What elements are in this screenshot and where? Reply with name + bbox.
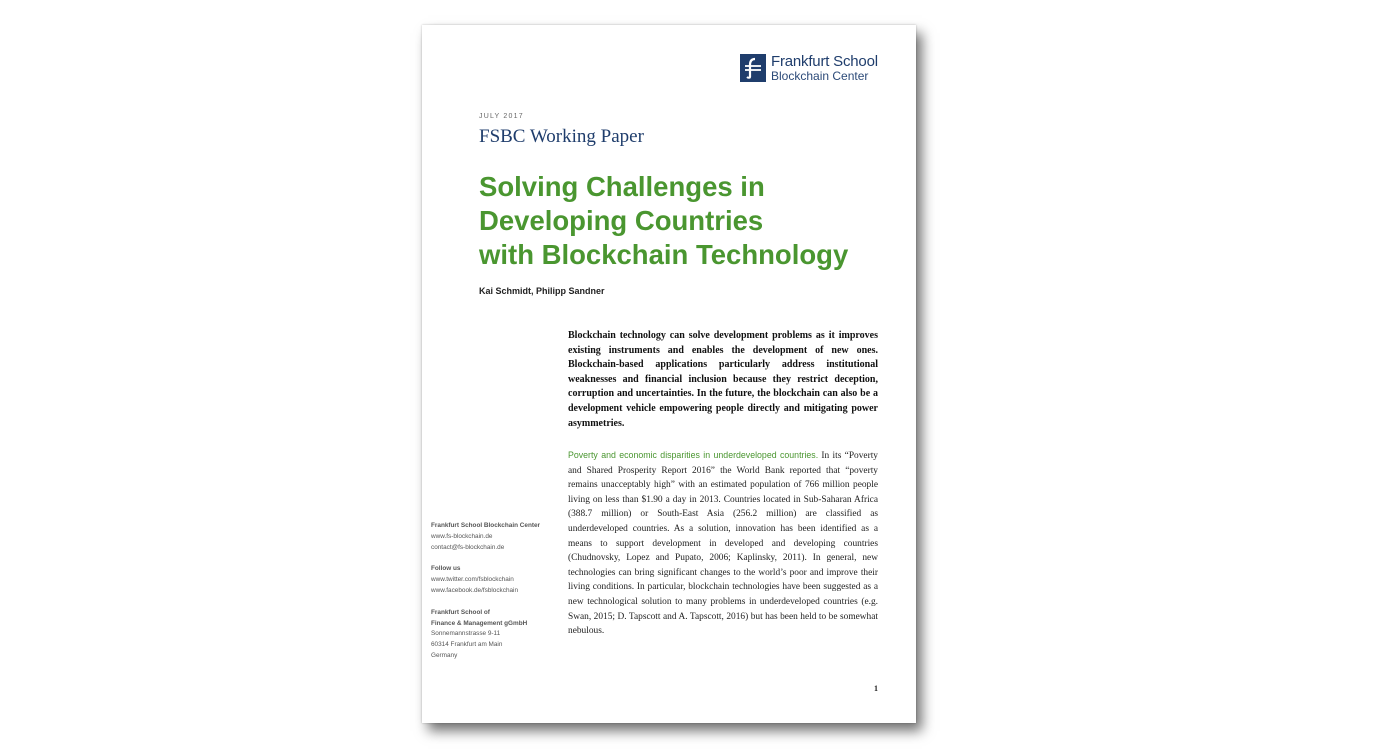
sidebar-address-org-1: Frankfurt School of [431, 608, 490, 616]
logo-text [771, 54, 878, 82]
publication-date: JULY 2017 [479, 113, 524, 120]
sidebar-street: Sonnemannstrasse 9-11 [431, 630, 501, 638]
paper-title [479, 170, 899, 272]
sidebar-city: 60314 Frankfurt am Main [431, 641, 503, 649]
title-line-1: Solving Challenges in [479, 171, 765, 202]
page-number: 1 [874, 684, 878, 693]
authors: Kai Schmidt, Philipp Sandner [479, 286, 605, 296]
sidebar-facebook-link[interactable]: www.facebook.de/fsblockchain [431, 586, 519, 594]
section-lead-in: Poverty and economic disparities in underdeveloped countries. [568, 450, 819, 460]
fs-logo-icon [740, 54, 766, 82]
sidebar-follow-label: Follow us [431, 565, 461, 573]
document-page [422, 25, 916, 723]
sidebar-contact [431, 521, 561, 662]
sidebar-address-org-2: Finance & Management gGmbH [431, 619, 528, 627]
paper-series: FSBC Working Paper [479, 126, 644, 147]
body-text: In its “Poverty and Shared Prosperity Report 2016” the World Bank reported that “poverty remains unacceptably high” with an estimated population of 766 million people living on less than $1.90 a day in 2013. Countries located in Sub-Saharan Africa (388.7 million) or South-East Asia (256.2 million) are classified as underdeveloped countries. As a solution, innovation has been identified as a means to support development in developed and developing countries (Chudnovsky, Lopez and Pupato, 2006; Kaplinsky, 2011). In general, new technologies can bring significant changes to the world’s poor and improve their living conditions. In particular, blockchain technologies have been suggested as a new technological solution to many problems in underdeveloped countries (e.g. Swan, 2015; D. Tapscott and A. Tapscott, 2016) but has been held to be somewhat nebulous. [568, 451, 878, 637]
title-line-2: Developing Countries [479, 205, 764, 236]
sidebar-email-link[interactable]: contact@fs-blockchain.de [431, 543, 505, 551]
sidebar-website-link[interactable]: www.fs-blockchain.de [431, 532, 493, 540]
frankfurt-school-logo [740, 54, 878, 82]
sidebar-country: Germany [431, 651, 458, 659]
logo-line-1: Frankfurt School [771, 53, 878, 70]
body-paragraph [568, 448, 878, 639]
sidebar-org-name: Frankfurt School Blockchain Center [431, 522, 541, 529]
title-line-3: with Blockchain Technology [479, 239, 849, 270]
abstract: Blockchain technology can solve development problems as it improves existing instruments and enables the development of new ones. Blockchain-based applications particularly address institutional weaknesses and financial inclusion because they restrict deception, corruption and uncertainties. In the future, the blockchain can also be a development vehicle empowering people directly and mitigating power asymmetries. [568, 330, 878, 429]
logo-line-2: Blockchain Center [771, 69, 869, 83]
sidebar-twitter-link[interactable]: www.twitter.com/fsblockchain [431, 576, 514, 584]
